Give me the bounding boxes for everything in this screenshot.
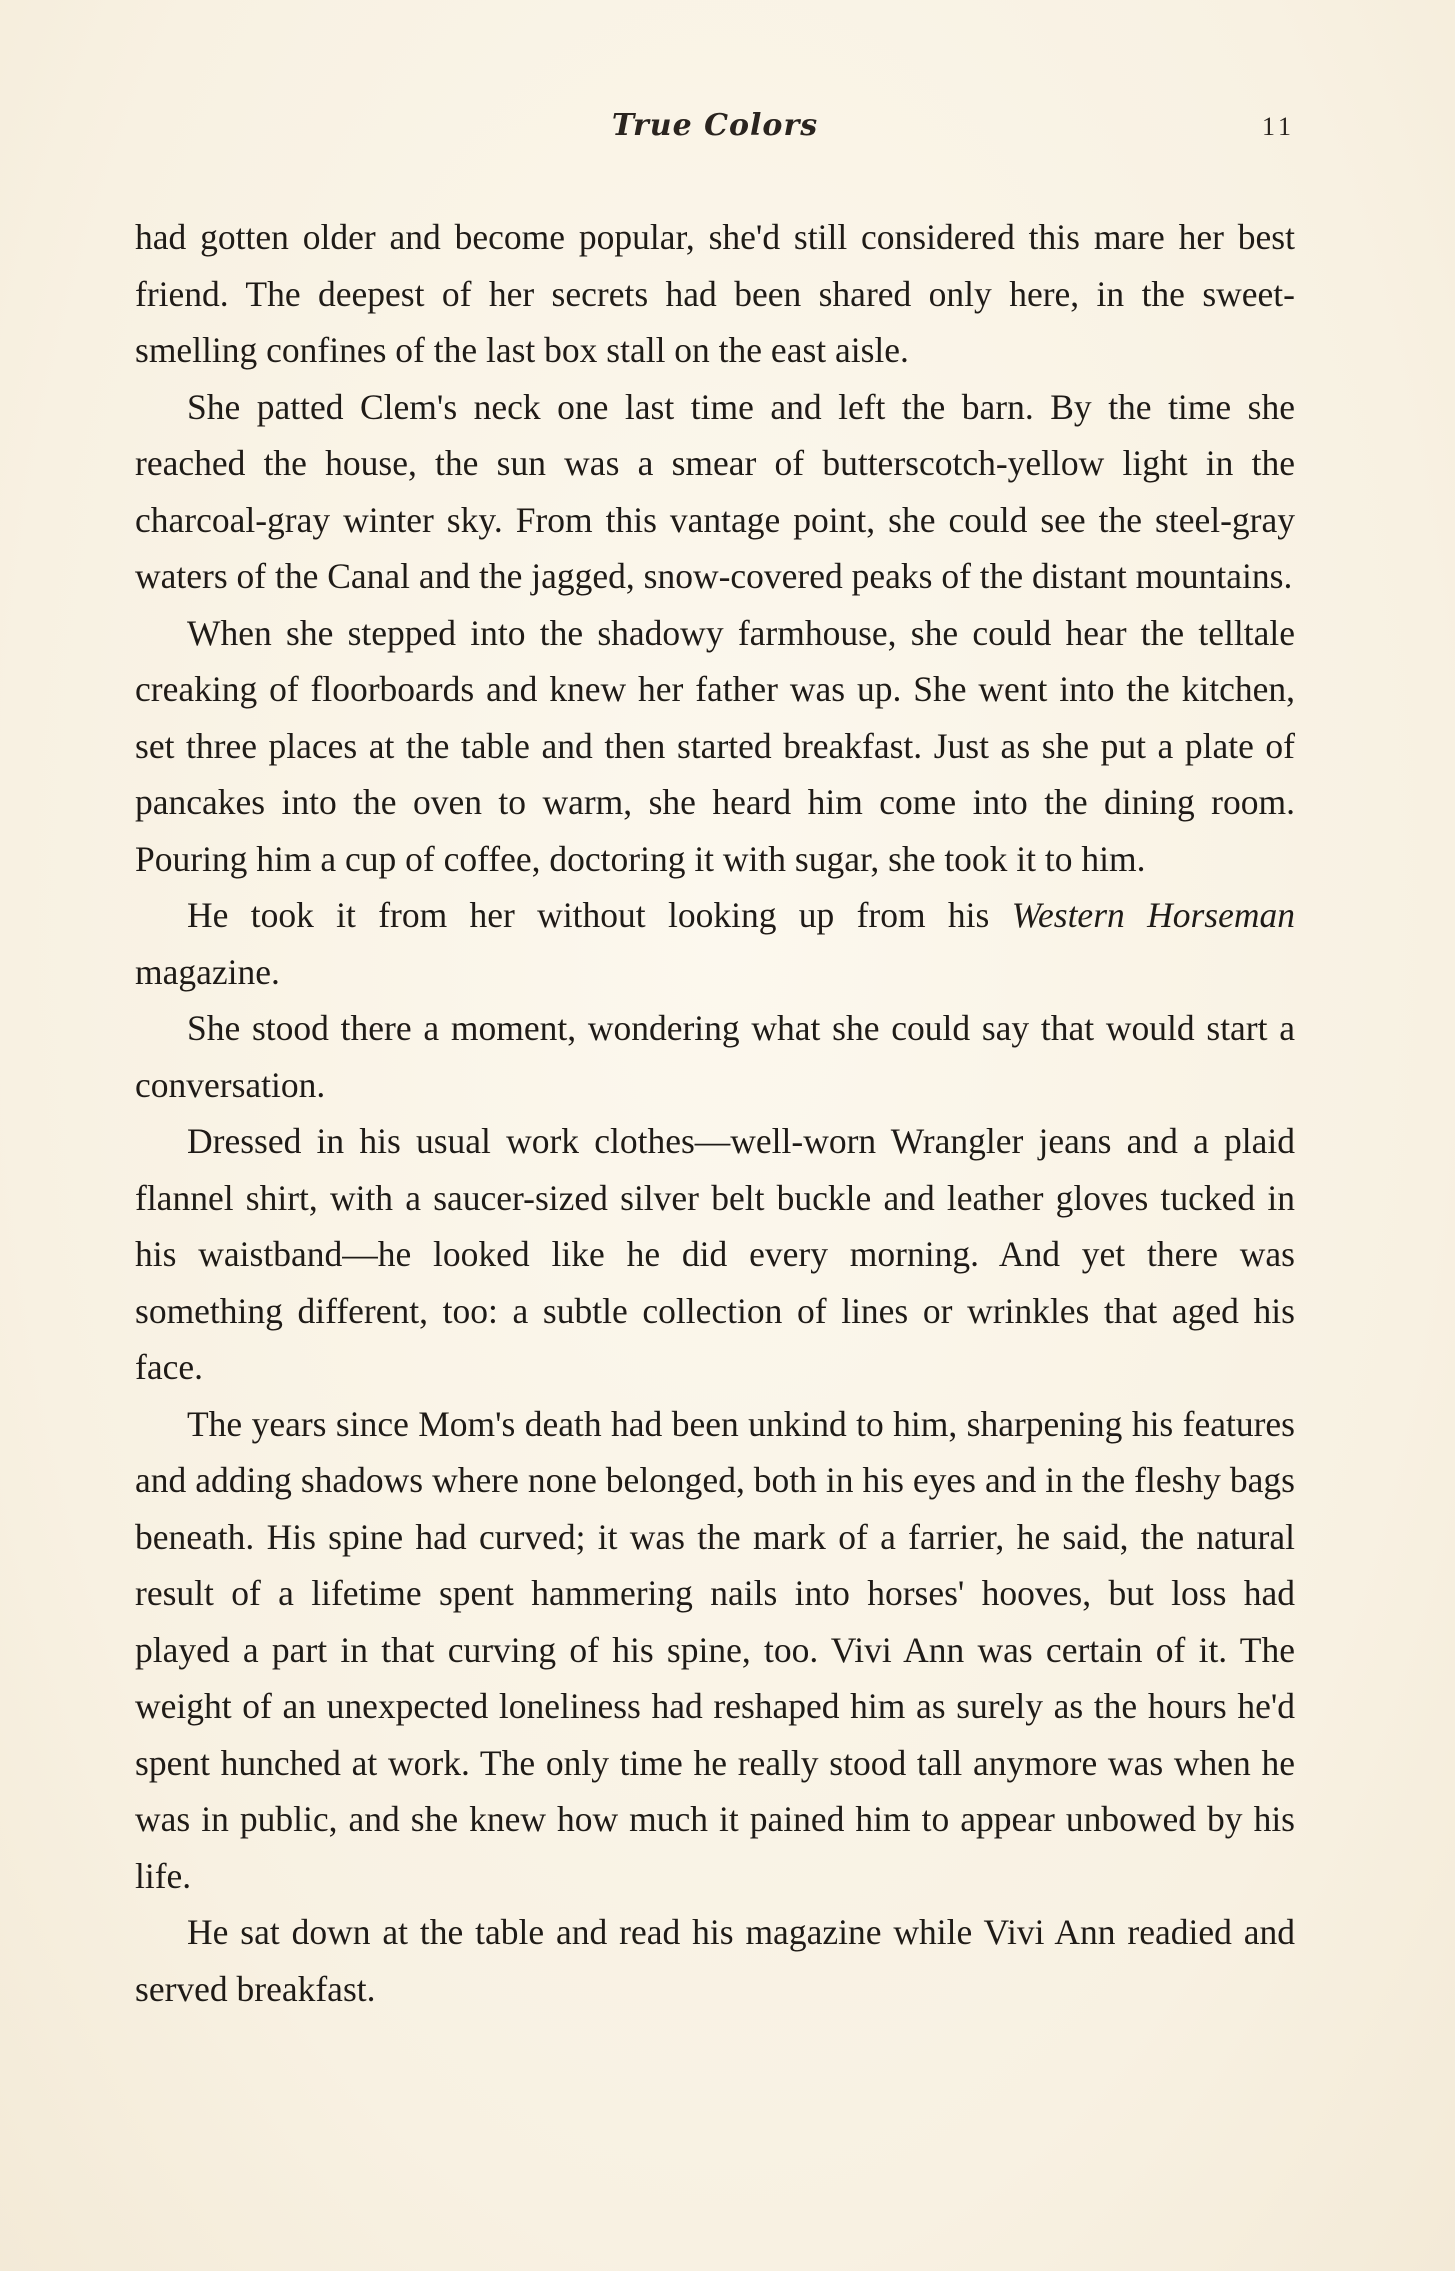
paragraph: He sat down at the table and read his magazine while Vivi Ann readied and served breakfast. (135, 1912, 1295, 2009)
magazine-title: Western Horseman (1011, 895, 1295, 935)
paragraph (135, 887, 1295, 1000)
paragraph: When she stepped into the shadowy farmhouse, she could hear the telltale creaking of floorboards and knew her father was up. She went into the kitchen, set three places at the table and then started breakfast. Just as she put a plate of pancakes into the oven to warm, she heard him come into the dining room. Pouring him a cup of coffee, doctoring it with sugar, she took it to him. (135, 612, 1295, 879)
paragraph-continued: had gotten older and become popular, she'd still considered this mare her best friend. The deepest of her secrets had been shared only here, in the sweet-smelling confines of the last box stall on the east aisle. (135, 217, 1295, 370)
body-text (135, 209, 1295, 2017)
page-header (135, 108, 1295, 148)
page-number: 11 (1261, 112, 1295, 141)
running-title: True Colors (611, 108, 819, 143)
paragraph: She stood there a moment, wondering what she could say that would start a conversation. (135, 1008, 1295, 1105)
paragraph: Dressed in his usual work clothes—well-worn Wrangler jeans and a plaid flannel shirt, with a saucer-sized silver belt buckle and leather gloves tucked in his waistband—he looked like he did every morning. And yet there was something different, too: a subtle collection of lines or wrinkles that aged his face. (135, 1121, 1295, 1387)
paragraph: The years since Mom's death had been unkind to him, sharpening his features and adding shadows where none belonged, both in his eyes and in the fleshy bags beneath. His spine had curved; it was the mark of a farrier, he said, the natural result of a lifetime spent hammering nails into horses' hooves, but loss had played a part in that curving of his spine, too. Vivi Ann was certain of it. The weight of an unexpected loneliness had reshaped him as surely as the hours he'd spent hunched at work. The only time he really stood tall anymore was when he was in public, and she knew how much it pained him to appear unbowed by his life. (135, 1403, 1295, 1896)
paragraph-text: magazine. (135, 951, 280, 992)
paragraph: She patted Clem's neck one last time and left the barn. By the time she reached the house, the sun was a smear of butterscotch-yellow light in the charcoal-gray winter sky. From this vantage point, she could see the steel-gray waters of the Canal and the jagged, snow-covered peaks of the distant mountains. (135, 386, 1295, 596)
paragraph-text: He took it from her without looking up from his (187, 895, 1012, 935)
